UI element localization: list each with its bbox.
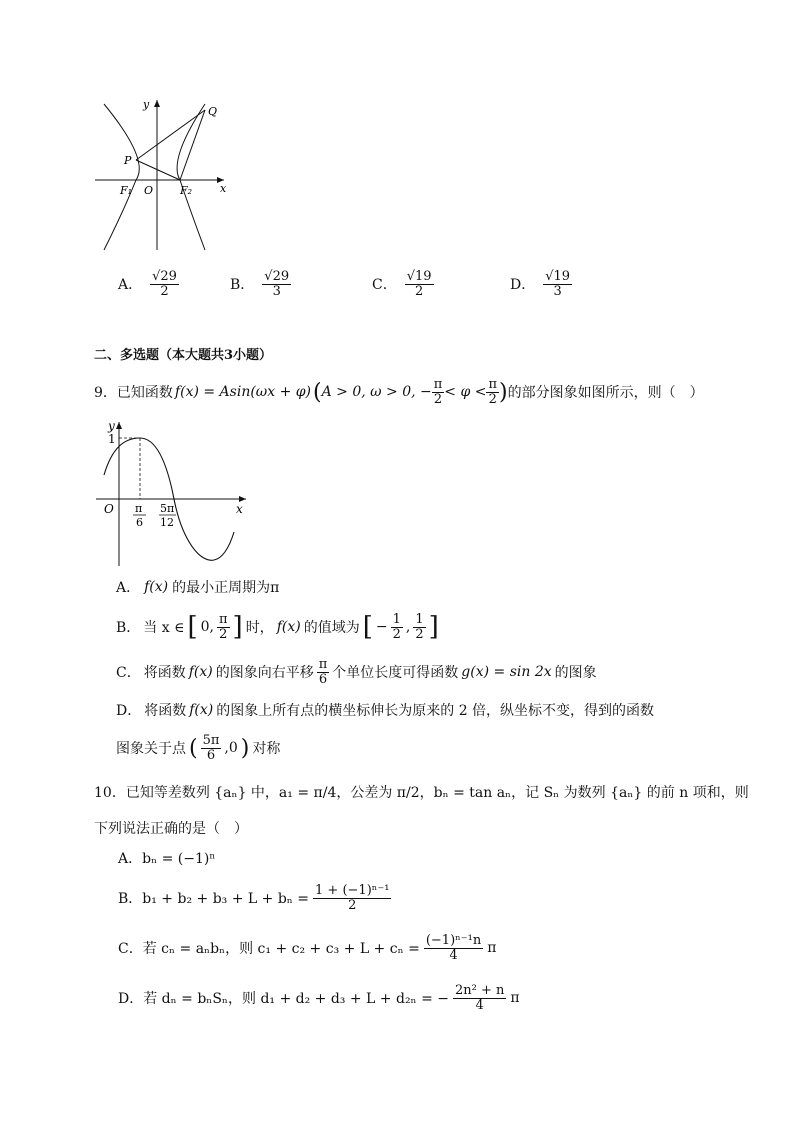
sine-graph-figure	[94, 418, 254, 568]
label-y: y	[143, 98, 150, 111]
label-F1: F₁	[120, 184, 133, 197]
label-F2: F₂	[180, 184, 193, 197]
q10-stem-line1: 10．已知等差数列 {aₙ} 中，a₁ = π/4，公差为 π/2，bₙ = tan aₙ，记 Sₙ 为数列 {aₙ} 的前 n 项和，则	[94, 785, 749, 801]
q9-stem: 9．已知函数 f(x) = Asin(ωx + φ) ( A > 0, ω > 0, − $\frac{\pi}{2}$ < φ < $\frac{\pi}{2}$ ) 的部分图象如图所示，则（ ）	[94, 376, 704, 407]
q9-option-c[interactable]: C． 将函数 f(x) 的图象向右平移 $\frac{\pi}{6}$ 个单位长度可得函数 g(x) = sin 2x 的图象	[116, 656, 597, 687]
q8-choice-c[interactable]: C． $\frac{√19}{2}$	[372, 269, 432, 299]
q8-choice-d[interactable]: D． $\frac{√19}{3}$	[510, 269, 571, 299]
sine-label-x: x	[236, 502, 243, 516]
sine-label-y: y	[108, 419, 115, 433]
q9-option-d-line2: 图象关于点 ( $\frac{5\pi}{6}$ ,0 ) 对称	[116, 732, 281, 763]
label-x: x	[220, 182, 227, 195]
q9-option-d[interactable]: D． 将函数 f(x) 的图象上所有点的横坐标伸长为原来的 2 倍，纵坐标不变，得到的函数	[116, 702, 655, 719]
label-P: P	[124, 154, 132, 167]
sine-tick-fivepi: 5π	[160, 502, 175, 515]
q8-choice-a[interactable]: A． $\frac{√29}{2}$	[118, 269, 177, 299]
q8-choices	[118, 270, 678, 320]
q8-choice-b[interactable]: B． $\frac{√29}{3}$	[230, 269, 290, 299]
section-heading: 二、多选题（本大题共3小题）	[94, 348, 273, 363]
q10-option-c[interactable]: C．若 cₙ = aₙbₙ，则 c₁ + c₂ + c₃ + L + cₙ = $\frac{\text{(−1)ⁿ⁻¹n}}{4}$ π	[118, 932, 497, 963]
q10-stem-line2: 下列说法正确的是（ ）	[94, 821, 248, 837]
q10-option-d[interactable]: D．若 dₙ = bₙSₙ，则 d₁ + d₂ + d₃ + L + d₂ₙ = − $\frac{\text{2n² + n}}{4}$ π	[118, 982, 520, 1013]
q9-option-b[interactable]: B． 当 x ∈ [ 0, $\frac{\pi}{2}$ ] 时， f(x) 的值域为 [ − $\frac{1}{2}$ , $\frac{1}{2}$ ]	[116, 611, 439, 642]
sine-label-O: O	[104, 502, 114, 516]
label-Q: Q	[208, 105, 218, 118]
sine-label-one: 1	[108, 432, 116, 446]
hyperbola-figure	[90, 95, 240, 255]
label-O: O	[144, 184, 154, 197]
q9-option-a[interactable]: A． f(x) 的最小正周期为π	[116, 579, 280, 596]
q10-option-b[interactable]: B．b₁ + b₂ + b₃ + L + bₙ = $\frac{\text{1 + (−1)ⁿ⁻¹}}{2}$	[118, 882, 390, 913]
sine-tick-pi: π	[135, 502, 143, 515]
sine-tick-six: 6	[136, 516, 143, 529]
q10-option-a[interactable]: A．bₙ = (−1)ⁿ	[118, 851, 216, 867]
sine-tick-twelve: 12	[160, 516, 174, 529]
